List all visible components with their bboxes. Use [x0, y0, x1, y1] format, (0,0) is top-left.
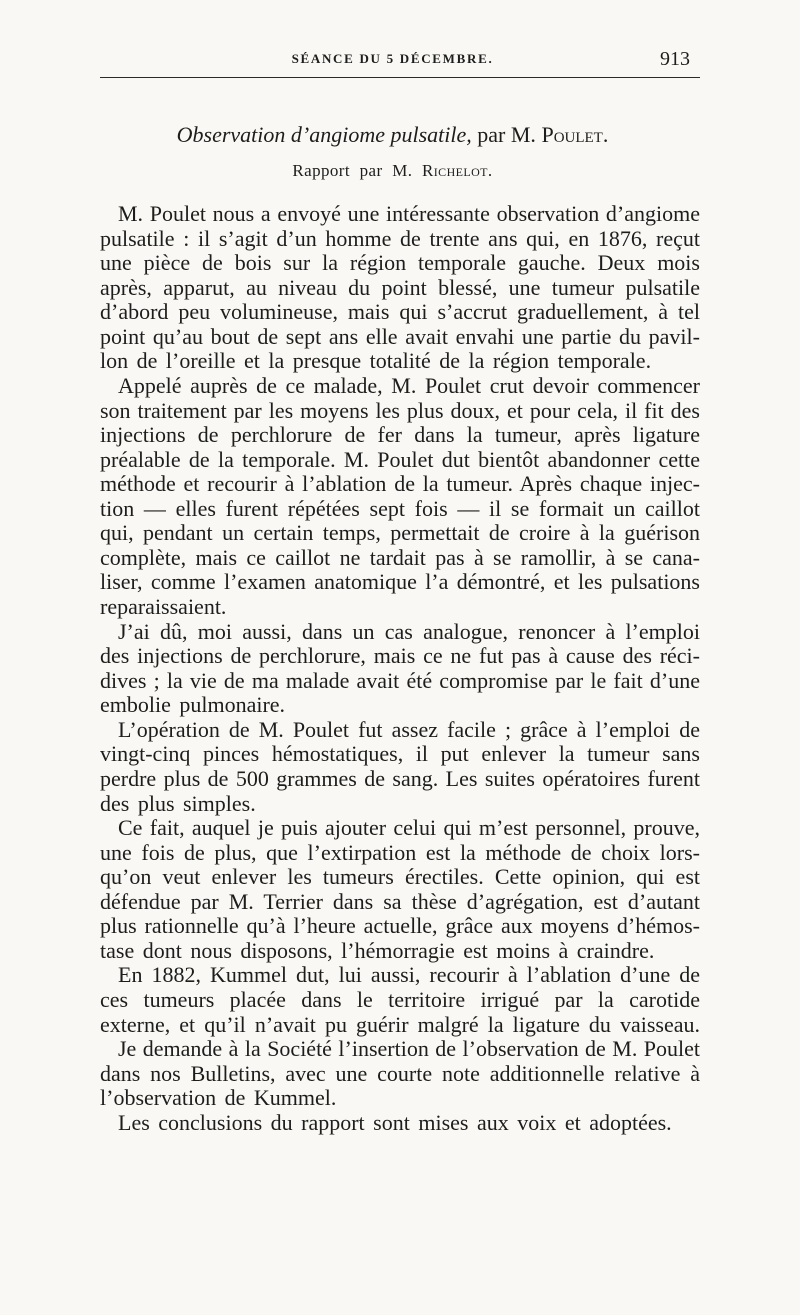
- paragraph: [100, 1037, 700, 1111]
- text-line: complète, mais ce caillot ne tardait pas à se ramollir, à se cana-: [100, 544, 700, 570]
- text-line: externe, et qu’il n’avait pu guérir malgré la ligature du vaisseau.: [100, 1011, 700, 1037]
- text-line: une fois de plus, que l’extirpation est la méthode de choix lors-: [100, 839, 700, 865]
- title-end: .: [602, 122, 609, 147]
- body-text: [100, 202, 700, 1135]
- text-line: pulsatile : il s’agit d’un homme de trente ans qui, en 1876, reçut: [100, 225, 700, 251]
- paragraph: [100, 816, 700, 963]
- text-line: qu’on veut enlever les tumeurs érectiles. Cette opinion, qui est: [100, 864, 700, 890]
- title-italic: Observation d’angiome pulsatile,: [176, 122, 472, 147]
- text-line: plus rationnelle qu’à l’heure actuelle, grâce aux moyens d’hémos-: [100, 913, 700, 939]
- paragraph: [100, 202, 700, 374]
- text-line: embolie pulmonaire.: [100, 692, 286, 718]
- text-line: dives ; la vie de ma malade avait été compromise par le fait d’une: [100, 667, 700, 693]
- title-by: par M.: [477, 122, 536, 147]
- paragraph: [100, 718, 700, 816]
- text-line: lon de l’oreille et la presque totalité de la région temporale.: [100, 348, 652, 374]
- text-line: qui, pendant un certain temps, permettait de croire à la guérison: [100, 520, 700, 546]
- text-line: préalable de la temporale. M. Poulet dut bientôt abandonner cette: [100, 446, 700, 472]
- text-line: dans nos Bulletins, avec une courte note additionnelle relative à: [100, 1060, 700, 1086]
- text-line: liser, comme l’examen anatomique l’a démontré, et les pulsations: [100, 569, 700, 595]
- text-line: J’ai dû, moi aussi, dans un cas analogue, renoncer à l’emploi: [118, 618, 700, 644]
- text-line: reparaissaient.: [100, 594, 227, 619]
- subtitle: [100, 160, 685, 182]
- text-line: Ce fait, auquel je puis ajouter celui qui m’est personnel, prouve,: [118, 815, 700, 841]
- page-number: 913: [660, 48, 690, 70]
- article-title: [100, 121, 685, 149]
- header-rule: [100, 77, 700, 78]
- text-line: méthode et recourir à l’ablation de la tumeur. Après chaque injec-: [100, 471, 700, 497]
- text-line: tase dont nous disposons, l’hémorragie est moins à craindre.: [100, 937, 655, 963]
- paragraph: [100, 374, 700, 620]
- text-line: Je demande à la Société l’insertion de l’observation de M. Poulet: [118, 1036, 700, 1062]
- title-author: poulet: [541, 122, 603, 147]
- text-line: d’abord peu volumineuse, mais qui s’accrut graduellement, à tel: [100, 299, 700, 325]
- text-line: perdre plus de 500 grammes de sang. Les suites opératoires furent: [100, 765, 700, 791]
- text-line: défendue par M. Terrier dans sa thèse d’agrégation, est d’autant: [100, 888, 700, 914]
- text-line: après, apparut, au niveau du point blessé, une tumeur pulsatile: [100, 274, 700, 300]
- paragraph: [100, 1111, 700, 1136]
- subtitle-reporter: richelot: [422, 161, 488, 180]
- text-line: tion — elles furent répétées sept fois — il se formait un caillot: [100, 495, 700, 521]
- text-line: En 1882, Kummel dut, lui aussi, recourir à l’ablation d’une de: [118, 962, 700, 988]
- subtitle-prefix: Rapport par M.: [292, 161, 413, 180]
- text-line: Les conclusions du rapport sont mises aux voix et adoptées.: [118, 1109, 672, 1135]
- paragraph: [100, 963, 700, 1037]
- subtitle-end: .: [487, 161, 493, 180]
- text-line: Appelé auprès de ce malade, M. Poulet crut devoir commencer: [118, 372, 700, 398]
- text-line: son traitement par les moyens les plus doux, et pour cela, il fit des: [100, 397, 700, 423]
- text-line: vingt-cinq pinces hémostatiques, il put enlever la tumeur sans: [100, 741, 700, 767]
- text-line: des injections de perchlorure, mais ce ne fut pas à cause des réci-: [100, 643, 700, 669]
- text-line: ces tumeurs placée dans le territoire irrigué par la carotide: [100, 987, 700, 1012]
- text-line: des plus simples.: [100, 790, 256, 816]
- text-line: injections de perchlorure de fer dans la tumeur, après ligature: [100, 422, 700, 448]
- text-line: point qu’au bout de sept ans elle avait envahi une partie du pavil-: [100, 323, 700, 349]
- text-line: M. Poulet nous a envoyé une intéressante observation d’angiome: [118, 201, 700, 226]
- running-header: SÉANCE DU 5 DÉCEMBRE.: [291, 51, 494, 66]
- text-line: L’opération de M. Poulet fut assez facile ; grâce à l’emploi de: [118, 716, 700, 742]
- paragraph: [100, 620, 700, 718]
- text-line: une pièce de bois sur la région temporale gauche. Deux mois: [100, 250, 700, 276]
- text-line: l’observation de Kummel.: [100, 1085, 337, 1111]
